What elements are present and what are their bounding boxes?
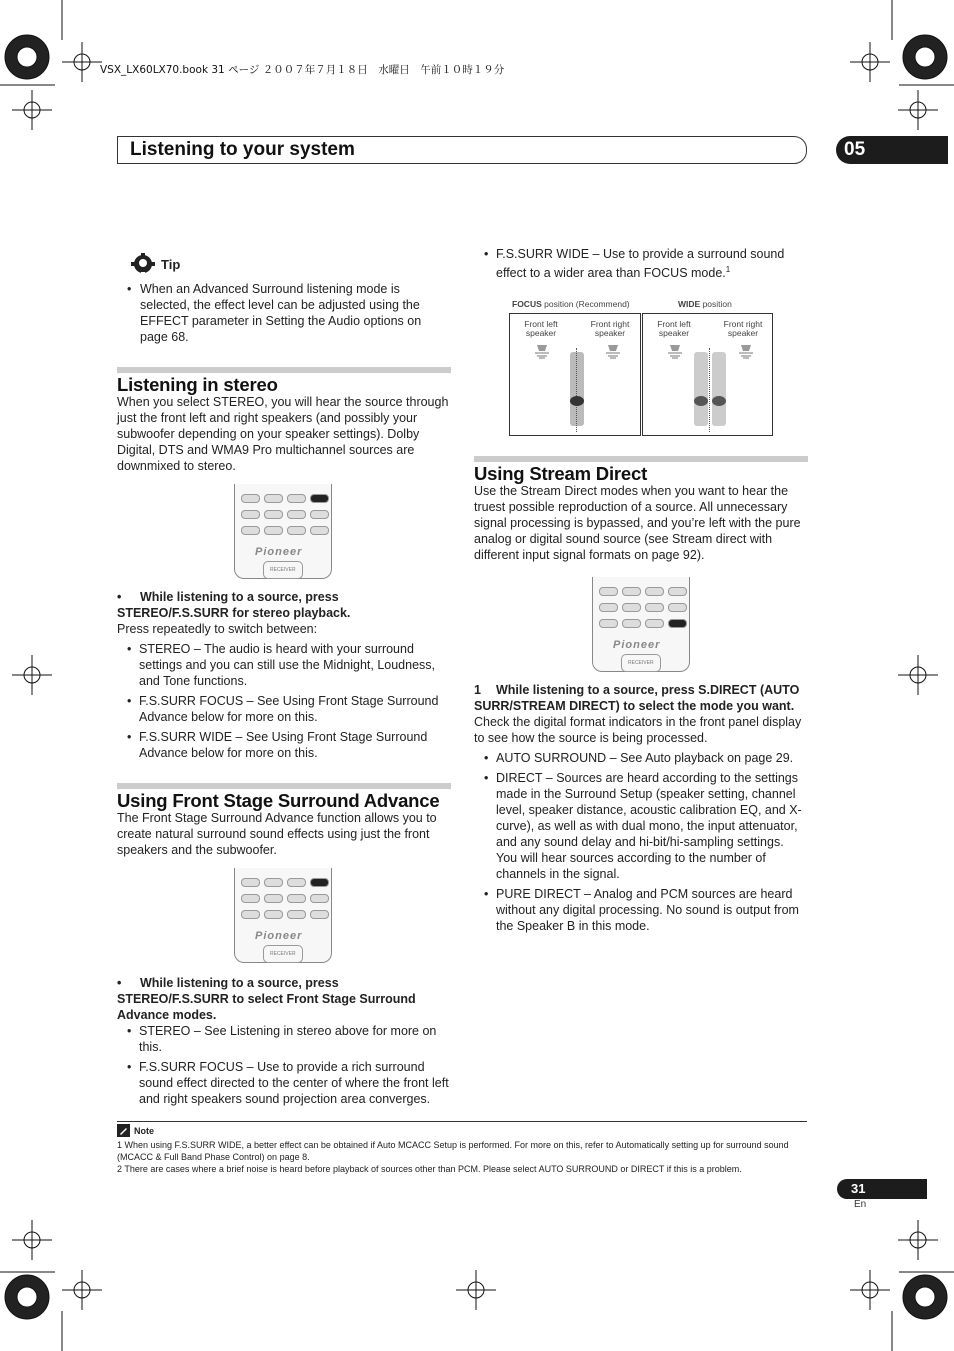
speaker-icon [606, 343, 620, 359]
lightbulb-gear-icon [131, 253, 155, 277]
listener-marker [694, 396, 708, 406]
wide-diagram [642, 313, 773, 436]
speaker-icon [668, 343, 682, 359]
receiver-label: RECEIVER [621, 654, 661, 672]
remote-illustration-fssa [234, 868, 332, 963]
stereo-intro: When you select STEREO, you will hear the source through just the front left and right speakers (and possibly your subwoofer depending on your speaker settings). Dolby Digital, DTS and WMA9 Pro multichannel sources are downmixed to stereo. [117, 395, 449, 473]
center-line [709, 348, 710, 432]
stream-section [474, 456, 808, 938]
note-1: 1 When using F.S.SURR WIDE, a better effect can be obtained if Auto MCACC Setup is performed. For more on this, refer to Automatically setting up for surround sound (MCACC & Full Band Phase Control) on page 8. [117, 1140, 789, 1162]
page-title: Listening to your system [130, 139, 355, 160]
front-left-label: Front left speaker [657, 319, 691, 338]
right-column [474, 246, 808, 285]
stereo-step-sub: Press repeatedly to switch between: [117, 622, 318, 636]
book-info-line: VSX_LX60LX70.book 31 ページ ２００７年７月１８日 水曜日 午前１０時１９分 [100, 64, 505, 76]
stream-step-sub: Check the digital format indicators in the front panel display to see how the source is being processed. [474, 715, 802, 745]
tip-header [131, 253, 451, 277]
stream-item: • DIRECT – Sources are heard according to the settings made in the Surround Setup (speaker setting, channel level, speaker distance, acoustic calibration EQ, and X-curve), as well as with dual mono, the input attenuator, and any sound delay and hi-bit/hi-sampling settings. You will hear sources according to the number of channels in the signal. [474, 770, 808, 882]
wide-beam-right [712, 352, 726, 426]
listener-marker [570, 396, 584, 406]
chapter-badge: 05 [836, 136, 948, 164]
stream-heading: Using Stream Direct [474, 463, 648, 484]
tip-list [117, 281, 451, 345]
stereo-item: • F.S.SURR FOCUS – See Using Front Stage Surround Advance below for more on this. [117, 693, 451, 725]
stereo-item: • STEREO – The audio is heard with your surround settings and you can still use the Midnight, Loudness, and Tone functions. [117, 641, 451, 689]
fssa-intro: The Front Stage Surround Advance function allows you to create natural surround sound effects using just the front speakers and the subwoofer. [117, 811, 437, 857]
receiver-label: RECEIVER [263, 561, 303, 579]
front-left-label: Front left speaker [524, 319, 558, 338]
section-rule [117, 783, 451, 789]
stream-item: • PURE DIRECT – Analog and PCM sources are heard without any digital processing. No sound is output from the Speaker B in this mode. [474, 886, 808, 934]
front-right-label: Front right speaker [590, 319, 630, 338]
page-language: En [854, 1199, 867, 1210]
speaker-icon [535, 343, 549, 359]
stereo-step: • While listening to a source, press STEREO/F.S.SURR for stereo playback. [117, 590, 351, 620]
wide-caption: WIDE position [678, 299, 732, 309]
focus-caption: FOCUS position (Recommend) [512, 299, 630, 309]
fssa-step: • While listening to a source, press STEREO/F.S.SURR to select Front Stage Surround Advance modes. [117, 976, 416, 1022]
focus-beam [570, 352, 584, 426]
stereo-list [117, 641, 451, 761]
pioneer-logo: Pioneer [613, 639, 661, 651]
left-column [117, 253, 451, 1111]
note-2: 2 There are cases where a brief noise is heard before playback of sources other than PCM. Please select AUTO SURROUND or DIRECT if this is a problem. [117, 1164, 742, 1174]
remote-illustration-stereo [234, 484, 332, 579]
focus-diagram [509, 313, 641, 436]
wide-beam-left [694, 352, 708, 426]
section-rule [117, 367, 451, 373]
stream-step: 1 While listening to a source, press S.DIRECT (AUTO SURR/STREAM DIRECT) to select the mode you want. [474, 683, 800, 713]
fssa-item: • STEREO – See Listening in stereo above for more on this. [117, 1023, 451, 1055]
center-line [576, 348, 577, 432]
stream-item: • AUTO SURROUND – See Auto playback on page 29. [474, 750, 808, 766]
pioneer-logo: Pioneer [255, 546, 303, 558]
fssa-item: • F.S.SURR WIDE – Use to provide a surround sound effect to a wider area than FOCUS mode.$^1$ [474, 246, 808, 281]
fssa-heading: Using Front Stage Surround Advance [117, 790, 440, 811]
remote-illustration-stream [592, 577, 690, 672]
page-number: 31 [837, 1179, 927, 1199]
fssa-list [117, 1023, 451, 1107]
stream-intro: Use the Stream Direct modes when you want to hear the truest possible reproduction of a source. All unnecessary signal processing is bypassed, and you’re left with the pure analog or digital sound source (see Stream direct with different input signal formats on page 92). [474, 484, 801, 562]
fssa-item: • F.S.SURR FOCUS – Use to provide a rich surround sound effect directed to the center of where the front left and right speakers sound projection area converges. [117, 1059, 451, 1107]
section-rule [474, 456, 808, 462]
note-header: Note [117, 1124, 807, 1137]
receiver-label: RECEIVER [263, 945, 303, 963]
tip-item: • When an Advanced Surround listening mode is selected, the effect level can be adjusted using the EFFECT parameter in Setting the Audio options on page 68. [117, 281, 451, 345]
stream-list [474, 750, 808, 934]
stereo-heading: Listening in stereo [117, 374, 278, 395]
fssa-list-cont [474, 246, 808, 281]
footnotes [117, 1121, 807, 1175]
pioneer-logo: Pioneer [255, 930, 303, 942]
speaker-icon [739, 343, 753, 359]
note-icon [117, 1124, 130, 1137]
listener-marker [712, 396, 726, 406]
page-header [117, 136, 807, 164]
tip-label: Tip [161, 257, 181, 272]
front-right-label: Front right speaker [723, 319, 763, 338]
stereo-item: • F.S.SURR WIDE – See Using Front Stage Surround Advance below for more on this. [117, 729, 451, 761]
